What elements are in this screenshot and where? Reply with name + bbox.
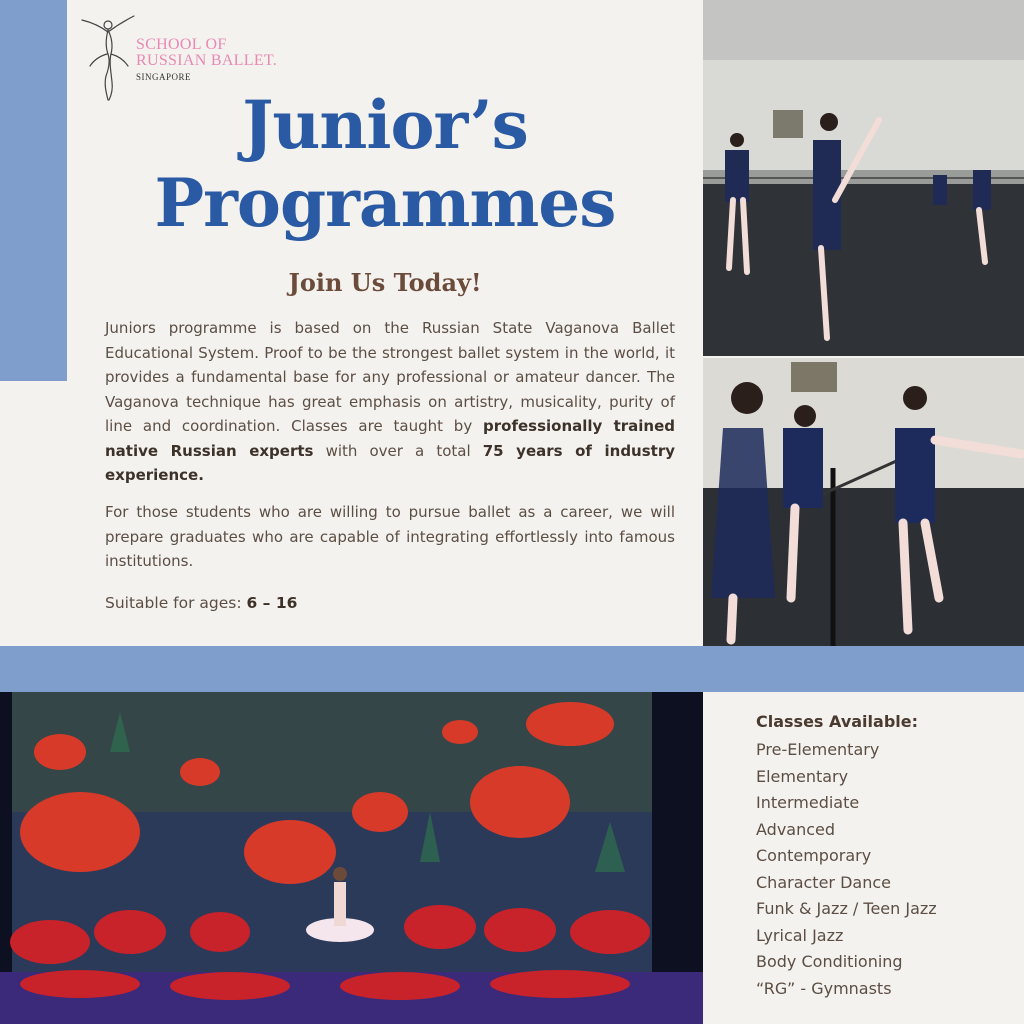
suitable-ages bbox=[105, 594, 297, 612]
class-item: “RG” - Gymnasts bbox=[756, 978, 892, 998]
subtitle: Join Us Today! bbox=[288, 268, 482, 297]
left-accent-bar bbox=[0, 0, 67, 381]
class-item: Character Dance bbox=[756, 872, 891, 892]
class-item: Contemporary bbox=[756, 846, 872, 865]
description-text-a: Juniors programme is based on the Russian State Vaganova Ballet Educational System. Proof to be the strongest ballet system in the world, it provides a fundamental base for any professional or amateur dancer. The Vaganova technique has great emphasis on artistry, musicality, purity of line and coordination. Classes are taught by bbox=[105, 319, 675, 435]
class-item: Lyrical Jazz bbox=[756, 925, 844, 945]
class-item: Funk & Jazz / Teen Jazz bbox=[756, 899, 937, 918]
ages-value: 6 – 16 bbox=[246, 594, 298, 612]
barre-class-photo bbox=[703, 358, 1024, 646]
description-bold-experience: 75 years of industry experience. bbox=[105, 441, 676, 484]
title-line-1: Junior’s bbox=[242, 86, 528, 164]
stage-performance-photo bbox=[0, 692, 703, 1024]
classes-heading: Classes Available: bbox=[756, 712, 919, 731]
description-bold-experts: professionally trained native Russian experts bbox=[105, 417, 675, 460]
class-item: Advanced bbox=[756, 819, 836, 839]
programme-description bbox=[105, 316, 675, 488]
class-item: Pre-Elementary bbox=[756, 740, 880, 759]
brand-name-line1: SCHOOL OF bbox=[136, 36, 227, 53]
brand-name-line2: RUSSIAN BALLET. bbox=[136, 52, 278, 69]
classes-list bbox=[756, 737, 937, 1002]
brand-location: SINGAPORE bbox=[136, 72, 192, 82]
title-line-2: Programmes bbox=[154, 164, 616, 242]
career-paragraph: For those students who are willing to pursue ballet as a career, we will prepare graduates who are capable of integrating effortlessly into famous institutions. bbox=[105, 503, 675, 570]
class-item: Intermediate bbox=[756, 793, 860, 812]
class-item: Elementary bbox=[756, 766, 849, 786]
classes-panel bbox=[703, 692, 1024, 1024]
divider-band bbox=[0, 646, 1024, 692]
page-title bbox=[70, 86, 700, 242]
class-item: Body Conditioning bbox=[756, 952, 903, 971]
description-text-b: with over a total bbox=[313, 441, 483, 460]
studio-class-photo bbox=[703, 0, 1024, 356]
ages-label: Suitable for ages: bbox=[105, 594, 247, 612]
